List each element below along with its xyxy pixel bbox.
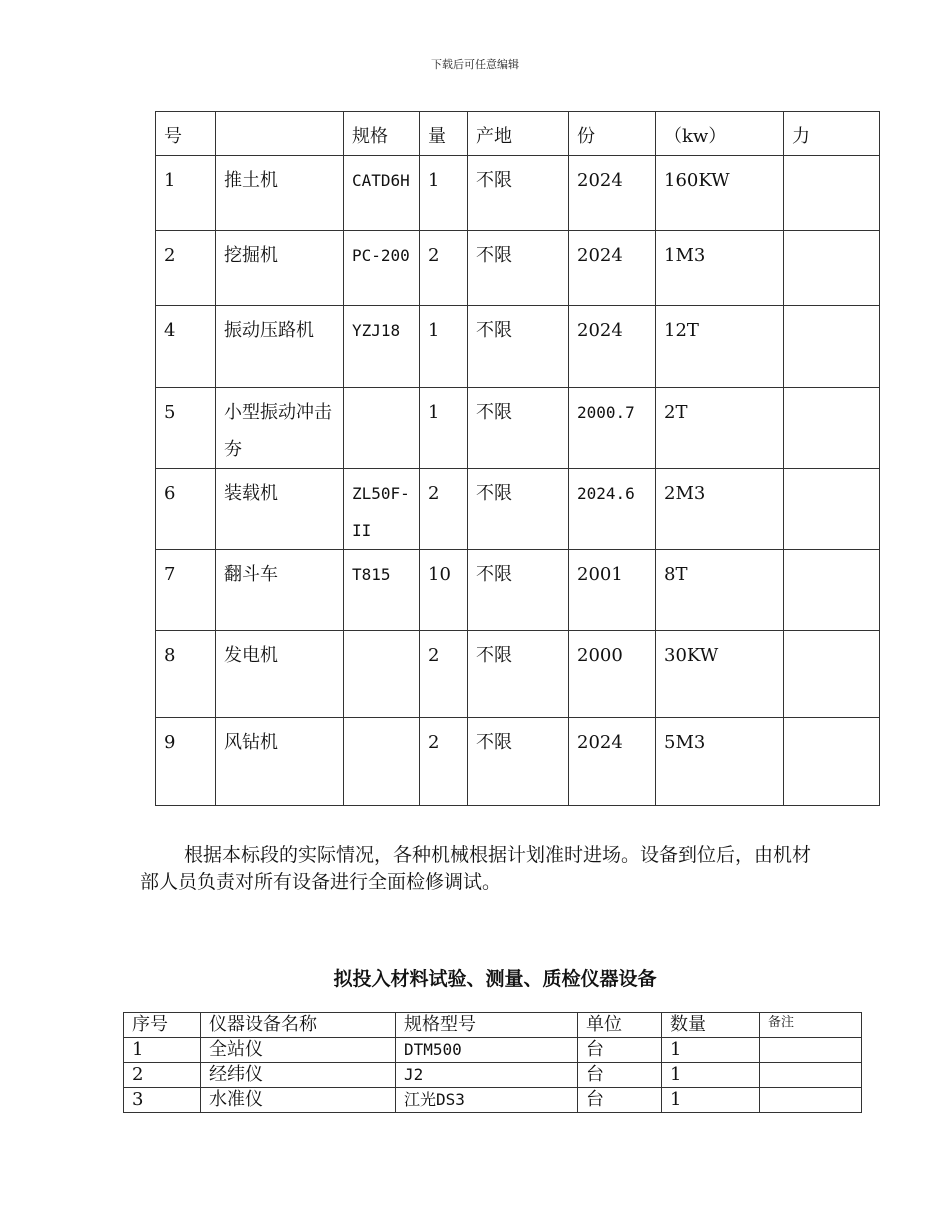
header-cell: 规格型号 bbox=[396, 1013, 578, 1038]
table-cell: CATD6H bbox=[344, 156, 420, 231]
table-cell: 全站仪 bbox=[201, 1038, 396, 1063]
table-cell bbox=[784, 306, 880, 388]
table-cell: 8T bbox=[656, 550, 784, 631]
table-cell: 2024.6 bbox=[569, 469, 656, 550]
table-cell bbox=[784, 718, 880, 806]
table-cell: PC-200 bbox=[344, 231, 420, 306]
table-cell: 2024 bbox=[569, 718, 656, 806]
table-cell bbox=[760, 1063, 862, 1088]
table-cell: 不限 bbox=[468, 388, 569, 469]
table-cell: J2 bbox=[396, 1063, 578, 1088]
table-cell: 装载机 bbox=[216, 469, 344, 550]
table-cell: 4 bbox=[156, 306, 216, 388]
table-cell: 台 bbox=[578, 1063, 662, 1088]
table-cell bbox=[784, 388, 880, 469]
table-cell bbox=[760, 1088, 862, 1113]
table-cell: 1 bbox=[662, 1063, 760, 1088]
table-cell: 小型振动冲击夯 bbox=[216, 388, 344, 469]
table-cell: 不限 bbox=[468, 156, 569, 231]
table-cell: 2001 bbox=[569, 550, 656, 631]
table-cell: 2 bbox=[124, 1063, 201, 1088]
table-row bbox=[156, 550, 880, 631]
table-cell bbox=[784, 231, 880, 306]
table-cell: 发电机 bbox=[216, 631, 344, 718]
table-cell: 2 bbox=[420, 231, 468, 306]
table-cell: 12T bbox=[656, 306, 784, 388]
header-cell: 产地 bbox=[468, 112, 569, 156]
table-cell: 2 bbox=[420, 469, 468, 550]
section-title: 拟投入材料试验、测量、质检仪器设备 bbox=[333, 968, 657, 990]
table-row bbox=[124, 1063, 862, 1088]
table-cell: 推土机 bbox=[216, 156, 344, 231]
table-header-row bbox=[124, 1013, 862, 1038]
header-cell: 力 bbox=[784, 112, 880, 156]
table-cell bbox=[344, 631, 420, 718]
body-paragraph: 根据本标段的实际情况，各种机械根据计划准时进场。设备到位后，由机材部人员负责对所有设备进行全面检修调试。 bbox=[140, 844, 812, 893]
header-cell: 单位 bbox=[578, 1013, 662, 1038]
header-cell: 号 bbox=[156, 112, 216, 156]
table-cell: 2024 bbox=[569, 231, 656, 306]
table-cell: T815 bbox=[344, 550, 420, 631]
table-cell bbox=[784, 469, 880, 550]
table-cell: 不限 bbox=[468, 231, 569, 306]
table-cell: 2 bbox=[156, 231, 216, 306]
header-cell: 数量 bbox=[662, 1013, 760, 1038]
table-cell: 2000.7 bbox=[569, 388, 656, 469]
table-cell: 经纬仪 bbox=[201, 1063, 396, 1088]
table-cell: 2 bbox=[420, 631, 468, 718]
table-cell: 2000 bbox=[569, 631, 656, 718]
table-cell: 160KW bbox=[656, 156, 784, 231]
table-cell: YZJ18 bbox=[344, 306, 420, 388]
table-row bbox=[156, 156, 880, 231]
table-cell: 翻斗车 bbox=[216, 550, 344, 631]
table-row bbox=[156, 306, 880, 388]
table-cell: DTM500 bbox=[396, 1038, 578, 1063]
table-row bbox=[124, 1038, 862, 1063]
page-header: 下载后可任意编辑 bbox=[431, 58, 519, 71]
table-cell: 30KW bbox=[656, 631, 784, 718]
header-cell: 量 bbox=[420, 112, 468, 156]
header-cell: 序号 bbox=[124, 1013, 201, 1038]
table-cell: 2M3 bbox=[656, 469, 784, 550]
table-cell: 台 bbox=[578, 1088, 662, 1113]
table-row bbox=[156, 469, 880, 550]
table-cell: 5 bbox=[156, 388, 216, 469]
table-header-row bbox=[156, 112, 880, 156]
table-cell: 水准仪 bbox=[201, 1088, 396, 1113]
table-cell bbox=[784, 631, 880, 718]
table-cell: 3 bbox=[124, 1088, 201, 1113]
table-cell: 1 bbox=[420, 388, 468, 469]
table-cell bbox=[344, 388, 420, 469]
table-cell: 2 bbox=[420, 718, 468, 806]
equipment-table bbox=[155, 111, 880, 806]
table-cell: 风钻机 bbox=[216, 718, 344, 806]
table-cell: 6 bbox=[156, 469, 216, 550]
table-cell bbox=[784, 550, 880, 631]
table-row bbox=[156, 718, 880, 806]
table-cell: 8 bbox=[156, 631, 216, 718]
table-cell: 挖掘机 bbox=[216, 231, 344, 306]
table-cell: 振动压路机 bbox=[216, 306, 344, 388]
table-cell: 台 bbox=[578, 1038, 662, 1063]
table-cell: 1 bbox=[662, 1038, 760, 1063]
table-cell: 江光DS3 bbox=[396, 1088, 578, 1113]
table-cell: 1 bbox=[420, 156, 468, 231]
table-cell: 1M3 bbox=[656, 231, 784, 306]
table-cell: 2024 bbox=[569, 156, 656, 231]
table-cell: 不限 bbox=[468, 469, 569, 550]
table-cell: 不限 bbox=[468, 550, 569, 631]
table-cell: 不限 bbox=[468, 306, 569, 388]
header-cell: 规格 bbox=[344, 112, 420, 156]
table-cell: 1 bbox=[124, 1038, 201, 1063]
header-cell: 份 bbox=[569, 112, 656, 156]
table-cell bbox=[784, 156, 880, 231]
table-row bbox=[156, 388, 880, 469]
header-cell bbox=[216, 112, 344, 156]
table-row bbox=[156, 231, 880, 306]
table-cell: 不限 bbox=[468, 631, 569, 718]
table-cell: 1 bbox=[156, 156, 216, 231]
header-cell: 仪器设备名称 bbox=[201, 1013, 396, 1038]
header-cell: （kw） bbox=[656, 112, 784, 156]
table-cell: 7 bbox=[156, 550, 216, 631]
table-cell bbox=[760, 1038, 862, 1063]
table-cell: ZL50F-II bbox=[344, 469, 420, 550]
table-cell: 不限 bbox=[468, 718, 569, 806]
table-row bbox=[156, 631, 880, 718]
table-cell bbox=[344, 718, 420, 806]
table-cell: 9 bbox=[156, 718, 216, 806]
table-cell: 1 bbox=[420, 306, 468, 388]
table-cell: 5M3 bbox=[656, 718, 784, 806]
table-cell: 10 bbox=[420, 550, 468, 631]
header-cell: 备注 bbox=[760, 1013, 862, 1038]
table-cell: 1 bbox=[662, 1088, 760, 1113]
table-row bbox=[124, 1088, 862, 1113]
instruments-table bbox=[123, 1012, 862, 1113]
table-cell: 2024 bbox=[569, 306, 656, 388]
table-cell: 2T bbox=[656, 388, 784, 469]
